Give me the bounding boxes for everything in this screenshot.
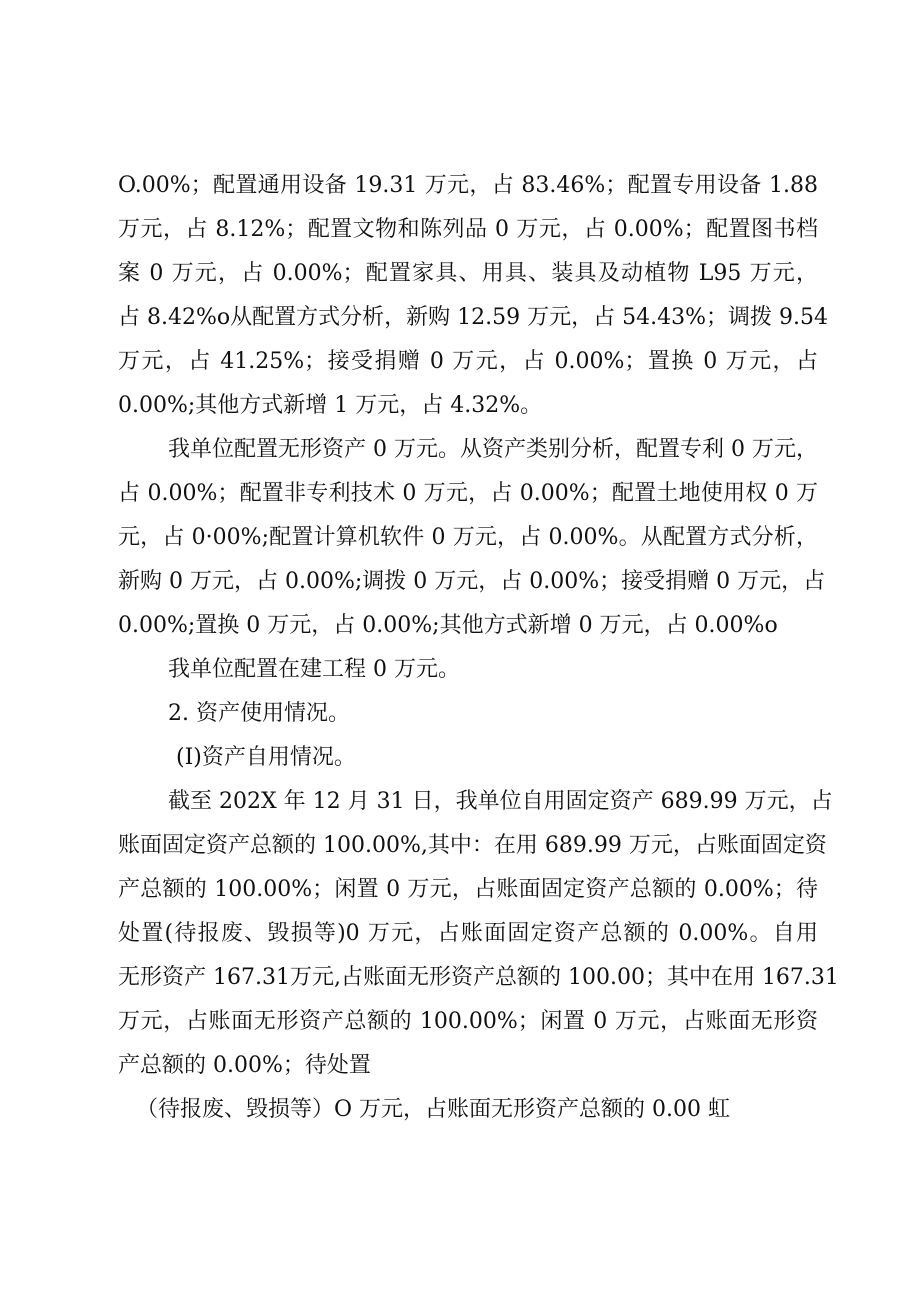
paragraph-line: 我单位配置在建工程 0 万元。 xyxy=(168,657,460,682)
paragraph-line: 截至 202X 年 12 月 31 日，我单位自用固定资产 689.99 万元，占 xyxy=(168,789,833,814)
paragraph-line: 处置(待报废、毁损等)0 万元，占账面固定资产总额的 0.00%。自用 xyxy=(118,921,818,946)
paragraph-line: 案 0 万元，占 0.00%；配置家具、用具、装具及动植物 L95 万元， xyxy=(118,261,818,286)
paragraph-line: O.00%；配置通用设备 19.31 万元，占 83.46%；配置专用设备 1.88 xyxy=(118,173,818,198)
paragraph-line: （待报废、毁损等）O 万元，占账面无形资产总额的 0.00 虹 xyxy=(136,1097,731,1122)
paragraph-line: 无形资产 167.31万元,占账面无形资产总额的 100.00；其中在用 167.31 xyxy=(118,965,839,990)
subsection-heading: (I)资产自用情况。 xyxy=(176,745,356,770)
paragraph-line: 占 0.00%；配置非专利技术 0 万元，占 0.00%；配置土地使用权 0 万 xyxy=(118,481,818,506)
paragraph-line: 万元，占账面无形资产总额的 100.00%；闲置 0 万元，占账面无形资 xyxy=(118,1009,818,1034)
paragraph-line: 账面固定资产总额的 100.00%,其中：在用 689.99 万元，占账面固定资 xyxy=(118,833,827,858)
paragraph-line: 产总额的 0.00%；待处置 xyxy=(118,1053,371,1078)
paragraph-line: 元，占 0·00%;配置计算机软件 0 万元，占 0.00%。从配置方式分析， xyxy=(118,525,818,550)
paragraph-line: 万元，占 41.25%；接受捐赠 0 万元，占 0.00%；置换 0 万元，占 xyxy=(118,349,818,374)
paragraph-line: 0.00%;其他方式新增 1 万元，占 4.32%。 xyxy=(118,393,543,418)
paragraph-line: 产总额的 100.00%；闲置 0 万元，占账面固定资产总额的 0.00%；待 xyxy=(118,877,818,902)
paragraph-line: 新购 0 万元，占 0.00%;调拨 0 万元，占 0.00%；接受捐赠 0 万元，占 xyxy=(118,569,826,594)
section-heading: 2. 资产使用情况。 xyxy=(168,701,350,726)
paragraph-line: 万元，占 8.12%；配置文物和陈列品 0 万元，占 0.00%；配置图书档 xyxy=(118,217,818,242)
paragraph-line: 我单位配置无形资产 0 万元。从资产类别分析，配置专利 0 万元， xyxy=(168,437,818,462)
paragraph-line: 占 8.42%o从配置方式分析，新购 12.59 万元，占 54.43%；调拨 9.54 xyxy=(118,305,828,330)
paragraph-line: 0.00%;置换 0 万元，占 0.00%;其他方式新增 0 万元，占 0.00%o xyxy=(118,613,778,638)
